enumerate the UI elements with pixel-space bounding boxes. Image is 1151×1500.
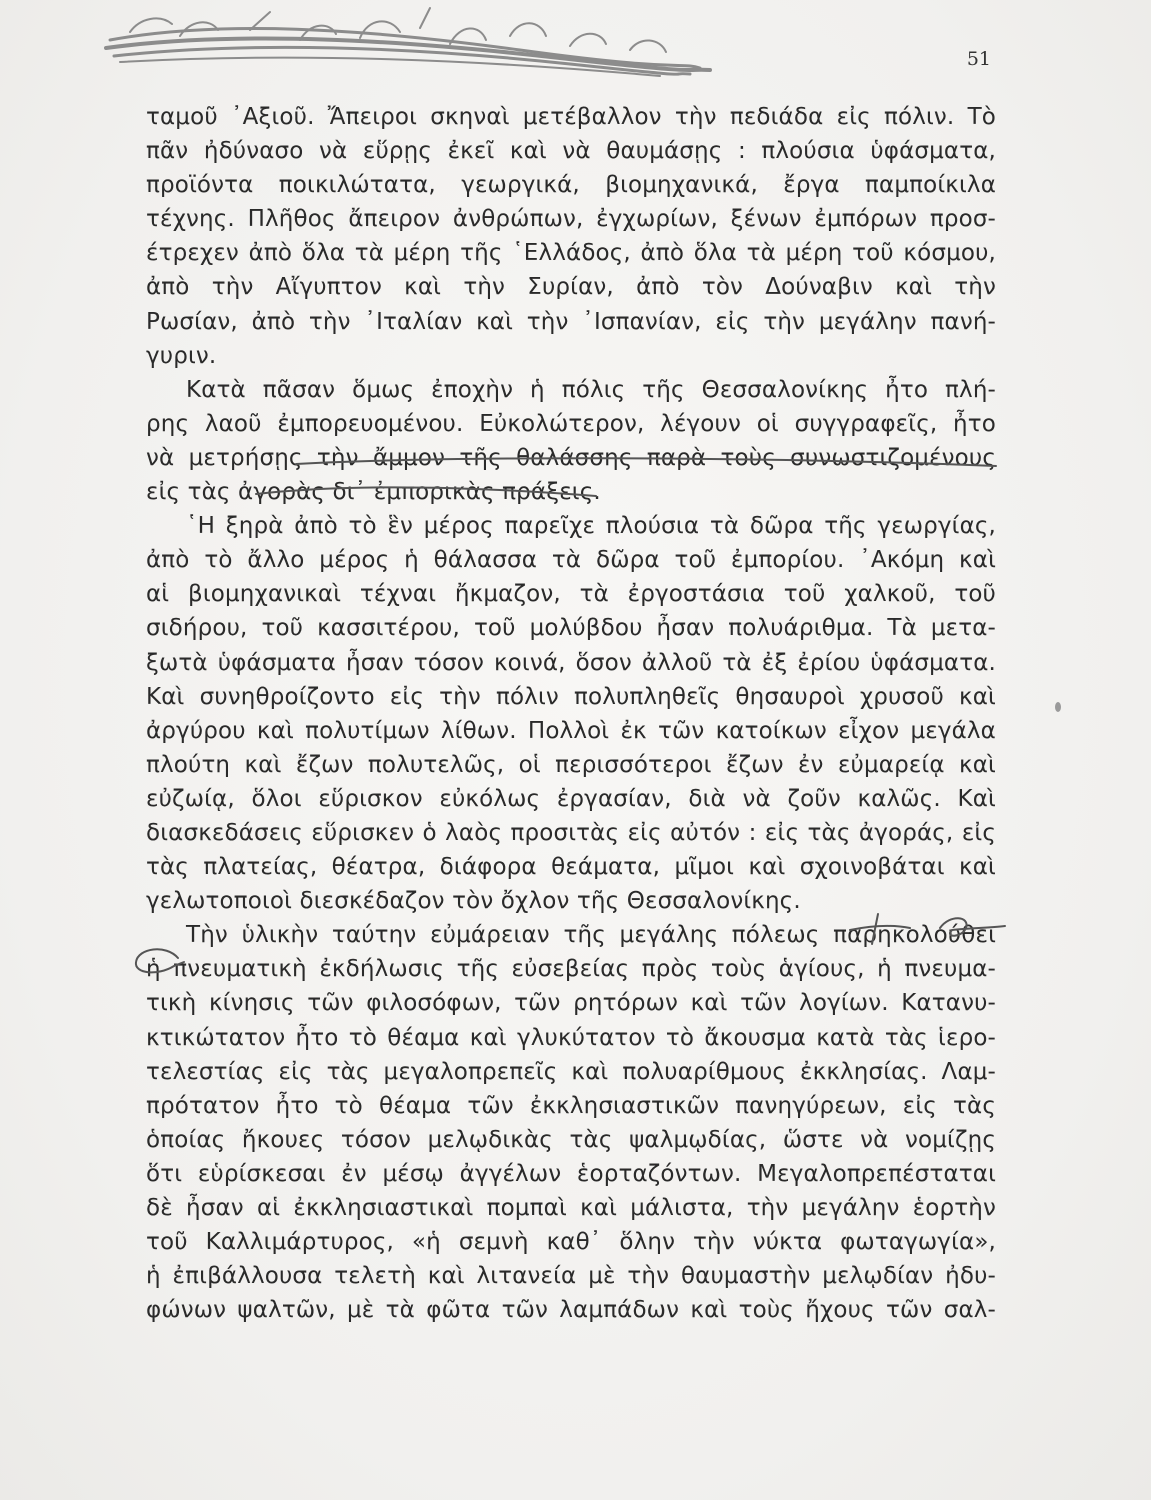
page-number: 51 [966,48,991,70]
text-line: ξωτὰ ὑφάσματα ἦσαν τόσον κοινά, ὅσον ἀλλοῦ τὰ ἐξ ἐρίου ὑφάσματα. [146,649,996,676]
pencil-cross-mark [840,908,1010,948]
text-line: τελεστίας εἰς τὰς μεγαλοπρεπεῖς καὶ πολυαρίθμους ἐκκλησίας. Λαμ- [146,1058,996,1085]
text-line: νὰ μετρήσῃς τὴν ἄμμον τῆς θαλάσσης παρὰ τοὺς συνωστιζομένους [146,444,996,471]
text-line: έτρεχεν ἀπὸ ὅλα τὰ μέρη τῆς ῾Ελλάδος, ἀπὸ ὅλα τὰ μέρη τοῦ κόσμου, [146,240,996,267]
pencil-paragraph-mark [126,944,186,978]
text-line: ὅτι εὑρίσκεσαι ἐν μέσῳ ἀγγέλων ἑορταζόντων. Μεγαλοπρεπέσταται [146,1160,996,1187]
ink-spot [1055,702,1061,712]
text-line: γελωτοποιοὶ διεσκέδαζον τὸν ὄχλον τῆς Θεσσαλονίκης. [146,888,801,915]
text-line: Τὴν ὑλικὴν ταύτην εὐμάρειαν τῆς μεγάλης πόλεως παρηκολούθει [186,922,996,949]
text-line: σιδήρου, τοῦ κασσιτέρου, τοῦ μολύβδου ἦσαν πολυάριθμα. Τὰ μετα- [146,615,996,642]
text-line: ἡ πνευματικὴ ἐκδήλωσις τῆς εὐσεβείας πρὸς τοὺς ἁγίους, ἡ πνευμα- [146,956,996,983]
text-line: ρης λαοῦ ἐμπορευομένου. Εὐκολώτερον, λέγουν οἱ συγγραφεῖς, ἦτο [146,410,996,437]
text-line: τὰς πλατείας, θέατρα, διάφορα θεάματα, μῖμοι καὶ σχοινοβάται καὶ [146,854,996,881]
text-line: γυριν. [146,342,217,369]
text-line: πρότατον ἦτο τὸ θέαμα τῶν ἐκκλησιαστικῶν πανηγύρεων, εἰς τὰς [146,1092,996,1119]
text-line: τοῦ Καλλιμάρτυρος, «ἡ σεμνὴ καθ᾽ ὅλην τὴν νύκτα φωταγωγία», [146,1229,996,1256]
text-line: πᾶν ἠδύνασο νὰ εὕρῃς ἐκεῖ καὶ νὰ θαυμάσῃς : πλούσια ὑφάσματα, [146,138,996,165]
text-line: διασκεδάσεις εὕρισκεν ὁ λαὸς προσιτὰς εἰς αὐτόν : εἰς τὰς ἀγοράς, εἰς [146,819,996,846]
text-line: ἀπὸ τὸ ἄλλο μέρος ἡ θάλασσα τὰ δῶρα τοῦ ἐμπορίου. ᾽Ακόμη καὶ [146,547,996,574]
text-line: ἀπὸ τὴν Αἴγυπτον καὶ τὴν Συρίαν, ἀπὸ τὸν Δούναβιν καὶ τὴν [146,274,996,301]
text-line: ἀργύρου καὶ πολυτίμων λίθων. Πολλοὶ ἐκ τῶν κατοίκων εἶχον μεγάλα [146,717,996,744]
text-line: Ρωσίαν, ἀπὸ τὴν ᾽Ιταλίαν καὶ τὴν ᾽Ισπανίαν, εἰς τὴν μεγάλην πανή- [146,308,996,335]
text-line: δὲ ἦσαν αἱ ἐκκλησιαστικαὶ πομπαὶ καὶ μάλιστα, τὴν μεγάλην ἑορτὴν [146,1195,996,1221]
text-line: προϊόντα ποικιλώτατα, γεωργικά, βιομηχανικά, ἔργα παμποίκιλα [146,172,996,199]
text-line: ἡ ἐπιβάλλουσα τελετὴ καὶ λιτανεία μὲ τὴν θαυμαστὴν μελῳδίαν ἠδυ- [146,1263,996,1290]
text-line: Κατὰ πᾶσαν ὅμως ἐποχὴν ἡ πόλις τῆς Θεσσαλονίκης ἦτο πλή- [186,376,996,403]
text-line: πλούτη καὶ ἔζων πολυτελῶς, οἱ περισσότεροι ἔζων ἐν εὐμαρείᾳ καὶ [146,751,996,778]
text-line: φώνων ψαλτῶν, μὲ τὰ φῶτα τῶν λαμπάδων καὶ τοὺς ἤχους τῶν σαλ- [146,1297,996,1324]
body-text [146,100,996,1327]
pencil-scribble [100,0,720,100]
text-line: ταμοῦ ᾽Αξιοῦ. Ἄπειροι σκηναὶ μετέβαλλον τὴν πεδιάδα εἰς πόλιν. Τὸ [146,104,996,130]
text-line: Καὶ συνηθροίζοντο εἰς τὴν πόλιν πολυπληθεῖς θησαυροὶ χρυσοῦ καὶ [146,683,996,710]
text-line: εὐζωίᾳ, ὅλοι εὕρισκον εὐκόλως ἐργασίαν, διὰ νὰ ζοῦν καλῶς. Καὶ [146,785,996,812]
text-line: αἱ βιομηχανικαὶ τέχναι ἤκμαζον, τὰ ἐργοστάσια τοῦ χαλκοῦ, τοῦ [146,581,996,608]
text-line: κτικώτατον ἦτο τὸ θέαμα καὶ γλυκύτατον τὸ ἄκουσμα κατὰ τὰς ἱερο- [146,1024,996,1051]
pencil-underline [146,454,1006,524]
text-line: εἰς τὰς ἀγορὰς δι᾽ ἐμπορικὰς πράξεις. [146,479,601,506]
text-line: τικὴ κίνησις τῶν φιλοσόφων, τῶν ρητόρων καὶ τῶν λογίων. Κατανυ- [146,990,996,1017]
text-line: ὁποίας ἤκουες τόσον μελῳδικὰς τὰς ψαλμῳδίας, ὥστε νὰ νομίζῃς [146,1126,996,1153]
text-line: τέχνης. Πλῆθος ἄπειρον ἀνθρώπων, ἐγχωρίων, ξένων ἐμπόρων προσ- [146,206,996,233]
text-line: ῾Η ξηρὰ ἀπὸ τὸ ἓν μέρος παρεῖχε πλούσια τὰ δῶρα τῆς γεωργίας, [186,513,996,540]
